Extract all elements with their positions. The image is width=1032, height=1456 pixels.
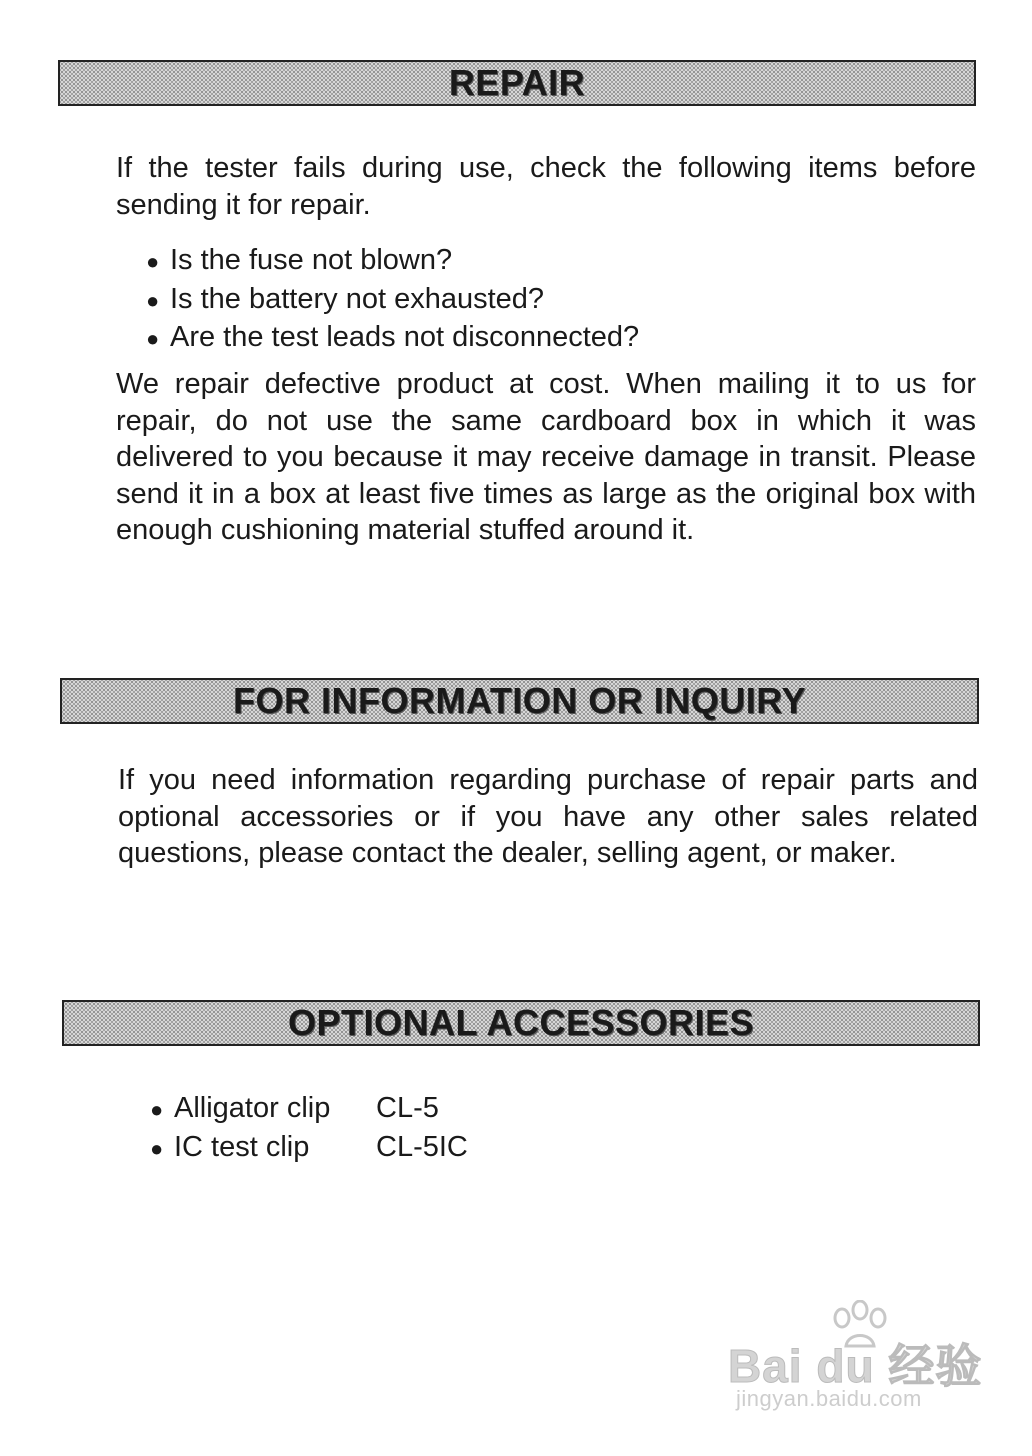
accessory-name: IC test clip bbox=[174, 1130, 310, 1163]
list-item bbox=[146, 319, 966, 358]
bullet-icon: ● bbox=[150, 1135, 164, 1161]
accessories-heading-banner bbox=[62, 1000, 980, 1046]
repair-body: We repair defective product at cost. When mailing it to us for repair, do not use the same cardboard box in which it was delivered to you because it may receive damage in transit. Please send it in a box at least five times as large as the original box with enough cushioning material stuffed around it. bbox=[116, 368, 976, 546]
list-item bbox=[146, 242, 966, 281]
check-item-text: Is the fuse not blown? bbox=[170, 244, 453, 276]
accessories-list bbox=[150, 1090, 750, 1167]
bullet-icon: ● bbox=[146, 326, 160, 351]
accessory-code: CL-5IC bbox=[376, 1130, 468, 1163]
accessory-name: Alligator clip bbox=[174, 1092, 331, 1124]
inquiry-body: If you need information regarding purchase of repair parts and optional accessories or if you have any other sales related questions, please contact the dealer, selling agent, or maker. bbox=[118, 764, 978, 869]
repair-intro: If the tester fails during use, check the following items before sending it for repair. bbox=[116, 152, 976, 221]
inquiry-heading: FOR INFORMATION OR INQUIRY bbox=[233, 680, 806, 721]
bullet-icon: ● bbox=[150, 1097, 164, 1122]
watermark-logo-text: Bai du 经验 bbox=[728, 1340, 983, 1392]
accessories-heading: OPTIONAL ACCESSORIES bbox=[287, 1002, 755, 1043]
list-item bbox=[146, 281, 966, 320]
baidu-watermark bbox=[728, 1300, 998, 1430]
inquiry-heading-banner bbox=[60, 678, 979, 724]
watermark-url: jingyan.baidu.com bbox=[736, 1386, 922, 1411]
accessory-code: CL-5 bbox=[376, 1092, 439, 1124]
check-item-text: Are the test leads not disconnected? bbox=[170, 321, 640, 353]
repair-checklist bbox=[146, 242, 966, 358]
list-item bbox=[150, 1090, 750, 1129]
bullet-icon: ● bbox=[146, 249, 160, 274]
bullet-icon: ● bbox=[146, 287, 160, 313]
list-item bbox=[150, 1129, 750, 1168]
check-item-text: Is the battery not exhausted? bbox=[170, 282, 545, 315]
repair-heading: REPAIR bbox=[448, 62, 586, 103]
repair-heading-banner bbox=[58, 60, 976, 106]
